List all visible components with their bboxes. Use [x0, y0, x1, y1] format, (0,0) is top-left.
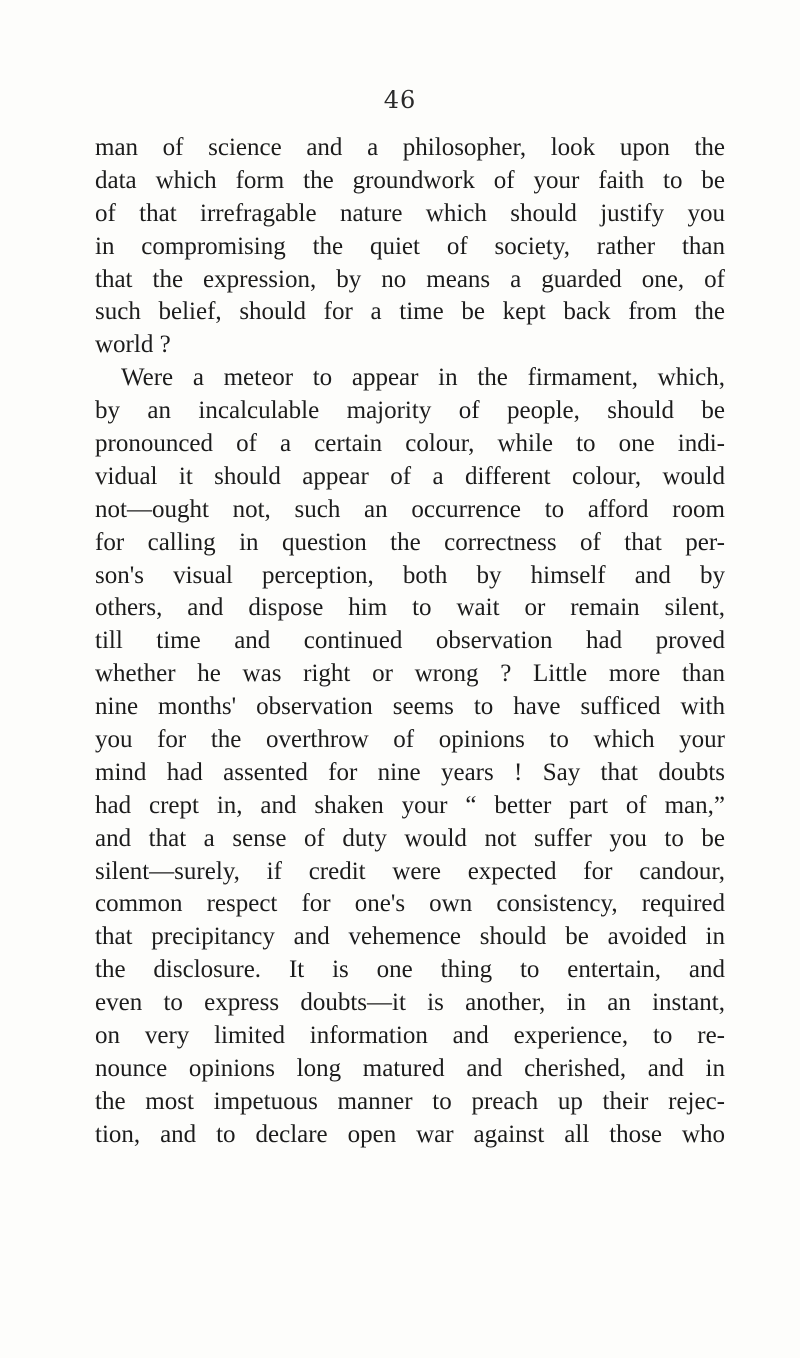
text-line: man of science and a philosopher, look upon the [95, 134, 725, 161]
text-line: mind had assented for nine years ! Say that doubts [95, 758, 725, 786]
text-line: that precipitancy and vehemence should be avoided in [95, 923, 725, 951]
text-line: by an incalculable majority of people, should be [95, 397, 725, 425]
text-line: nine months' observation seems to have sufficed with [95, 693, 725, 721]
text-line: that the expression, by no means a guarded one, of [95, 265, 725, 293]
body-text [95, 132, 725, 1152]
text-line: such belief, should for a time be kept back from the [95, 298, 725, 326]
text-line: whether he was right or wrong ? Little more than [95, 660, 725, 688]
text-line: silent—surely, if credit were expected for candour, [95, 857, 725, 885]
text-line: vidual it should appear of a different colour, would [95, 462, 725, 490]
text-line: son's visual perception, both by himself and by [95, 561, 725, 589]
text-line: in compromising the quiet of society, rather than [95, 232, 725, 260]
text-line: even to express doubts—it is another, in an instant, [95, 989, 725, 1017]
text-line: common respect for one's own consistency, required [95, 890, 725, 918]
text-line: you for the overthrow of opinions to which your [95, 726, 725, 754]
page-number: 46 [383, 86, 417, 114]
text-line: others, and dispose him to wait or remain silent, [95, 594, 725, 622]
text-line: data which form the groundwork of your faith to be [95, 166, 725, 194]
text-line: Were a meteor to appear in the firmament, which, [121, 364, 725, 392]
text-line: for calling in question the correctness of that per- [95, 528, 725, 556]
text-line: world ? [95, 331, 171, 359]
text-line: of that irrefragable nature which should justify you [95, 199, 725, 227]
text-line: tion, and to declare open war against all those who [95, 1120, 725, 1148]
text-line: the most impetuous manner to preach up their rejec- [95, 1087, 725, 1115]
text-line: had crept in, and shaken your “ better part of man,” [95, 791, 725, 819]
text-line: and that a sense of duty would not suffer you to be [95, 824, 725, 852]
text-line: pronounced of a certain colour, while to one indi- [95, 430, 725, 458]
text-line: not—ought not, such an occurrence to afford room [95, 495, 725, 523]
text-line: nounce opinions long matured and cherished, and in [95, 1054, 725, 1082]
text-line: on very limited information and experience, to re- [95, 1022, 725, 1050]
text-line: the disclosure. It is one thing to entertain, and [95, 956, 725, 984]
text-line: till time and continued observation had proved [95, 627, 725, 655]
